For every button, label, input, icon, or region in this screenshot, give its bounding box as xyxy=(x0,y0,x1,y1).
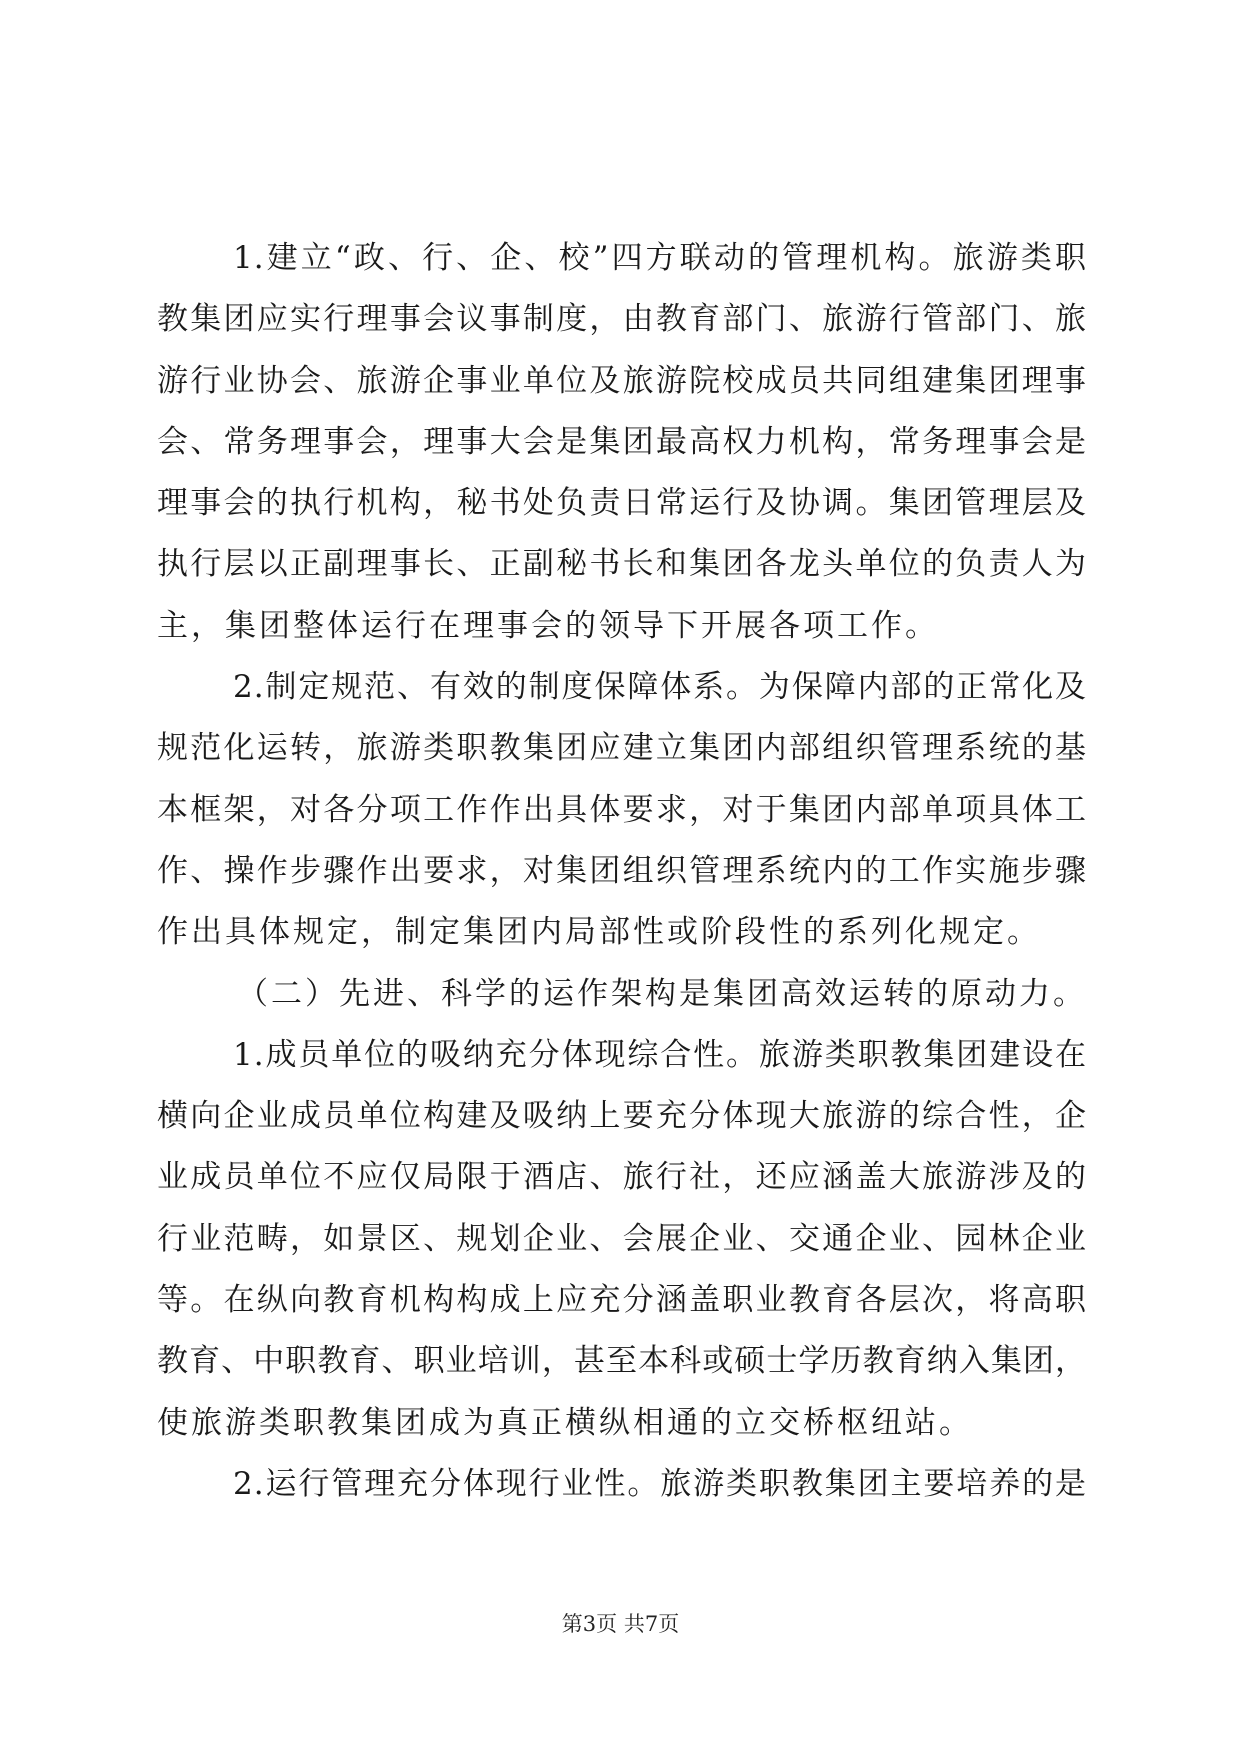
text-line: 使旅游类职教集团成为真正横纵相通的立交桥枢纽站。 xyxy=(157,1404,973,1441)
text-line: 2.运行管理充分体现行业性。旅游类职教集团主要培养的是 xyxy=(233,1465,1087,1502)
text-line: 游行业协会、旅游企事业单位及旅游院校成员共同组建集团理事 xyxy=(157,362,1087,399)
text-line: 本框架，对各分项工作作出具体要求，对于集团内部单项具体工 xyxy=(157,791,1087,828)
text-line: 教育、中职教育、职业培训，甚至本科或硕士学历教育纳入集团， xyxy=(157,1343,1087,1380)
text-line: 教集团应实行理事会议事制度，由教育部门、旅游行管部门、旅 xyxy=(157,301,1087,338)
text-line: 行业范畴，如景区、规划企业、会展企业、交通企业、园林企业 xyxy=(157,1220,1087,1257)
text-line: 作、操作步骤作出要求，对集团组织管理系统内的工作实施步骤 xyxy=(157,852,1087,889)
page-number-footer: 第3页 共7页 xyxy=(561,1612,680,1636)
text-line: 等。在纵向教育机构构成上应充分涵盖职业教育各层次，将高职 xyxy=(157,1282,1087,1319)
body-text xyxy=(157,228,1087,1515)
text-line: 1.建立“政、行、企、校”四方联动的管理机构。旅游类职 xyxy=(233,240,1087,276)
text-line: 2.制定规范、有效的制度保障体系。为保障内部的正常化及 xyxy=(233,669,1087,706)
text-line: 1.成员单位的吸纳充分体现综合性。旅游类职教集团建设在 xyxy=(233,1036,1087,1073)
text-line: 规范化运转，旅游类职教集团应建立集团内部组织管理系统的基 xyxy=(157,730,1087,767)
text-line: 执行层以正副理事长、正副秘书长和集团各龙头单位的负责人为 xyxy=(157,546,1087,583)
text-line: 业成员单位不应仅局限于酒店、旅行社，还应涵盖大旅游涉及的 xyxy=(157,1159,1087,1196)
text-line: 作出具体规定，制定集团内局部性或阶段性的系列化规定。 xyxy=(157,914,1041,951)
text-line: 主，集团整体运行在理事会的领导下开展各项工作。 xyxy=(157,607,939,644)
section-heading: （二）先进、科学的运作架构是集团高效运转的原动力。 xyxy=(237,975,1087,1012)
text-line: 横向企业成员单位构建及吸纳上要充分体现大旅游的综合性，企 xyxy=(157,1098,1087,1135)
text-line: 会、常务理事会，理事大会是集团最高权力机构，常务理事会是 xyxy=(157,423,1087,460)
text-line: 理事会的执行机构，秘书处负责日常运行及协调。集团管理层及 xyxy=(157,485,1087,522)
